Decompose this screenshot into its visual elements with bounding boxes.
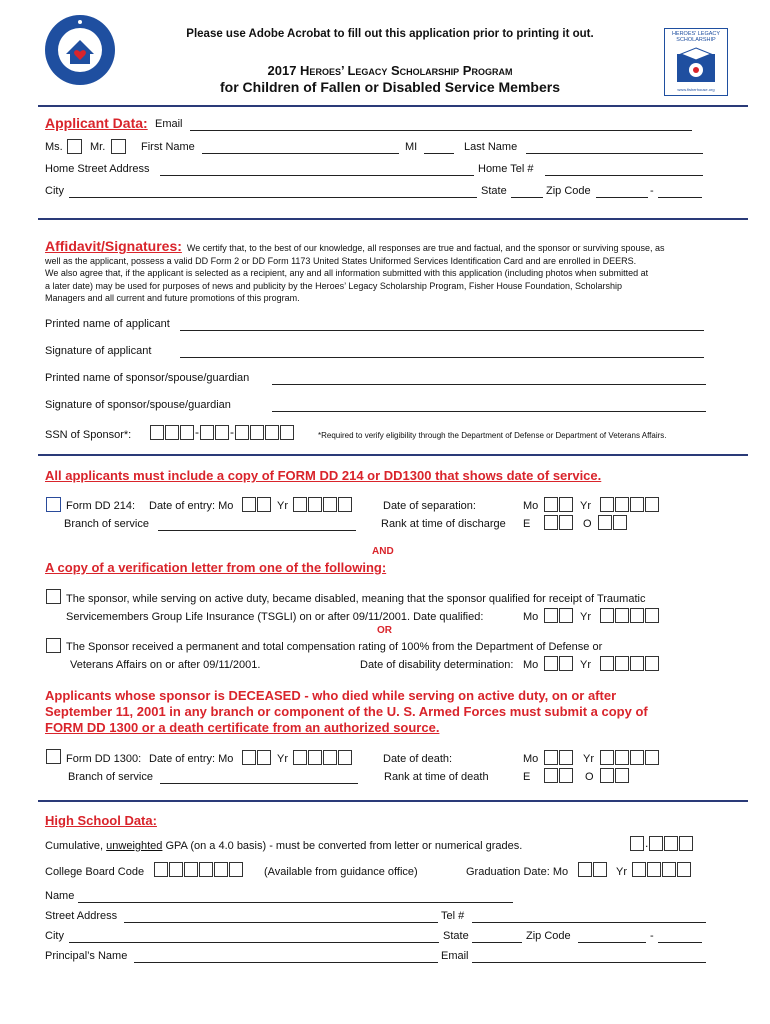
date-sep-label: Date of separation: — [383, 500, 476, 512]
dd214-entry-yr-label: Yr — [277, 500, 288, 512]
page-title: 2017 Heroes’ Legacy Scholarship Program — [267, 63, 513, 78]
school-tel-field[interactable] — [472, 922, 706, 923]
school-name-field[interactable] — [78, 902, 513, 903]
dd214-entry-mo[interactable] — [242, 497, 271, 512]
rank-o-boxes[interactable] — [598, 515, 627, 530]
dd1300-entry-mo[interactable] — [242, 750, 271, 765]
gpa-boxes[interactable] — [630, 836, 693, 851]
rank-o-label: O — [583, 518, 592, 530]
school-city-field[interactable] — [69, 942, 439, 943]
fisher-house-logo — [44, 14, 116, 86]
city-label: City — [45, 185, 64, 197]
verif1-line2: Servicemembers Group Life Insurance (TSGLI) on or after 09/11/2001. Date qualified: — [66, 611, 484, 623]
printed-sponsor-label: Printed name of sponsor/spouse/guardian — [45, 372, 250, 384]
branch-1300-field[interactable] — [160, 783, 358, 784]
zip-ext-field[interactable] — [658, 197, 702, 198]
death-e-label: E — [523, 771, 531, 783]
affidavit-rule — [38, 454, 748, 456]
rank-e-label: E — [523, 518, 531, 530]
last-name-label: Last Name — [464, 141, 518, 153]
signature-sponsor-field[interactable] — [272, 411, 706, 412]
death-yr-label: Yr — [583, 753, 594, 765]
principal-field[interactable] — [134, 962, 438, 963]
gpa-label — [45, 840, 522, 852]
mr-checkbox[interactable] — [111, 139, 126, 154]
school-name-label: Name — [45, 890, 75, 902]
zip-dash: - — [650, 185, 654, 197]
graduation-label: Graduation Date: Mo — [466, 866, 569, 878]
signature-sponsor-label: Signature of sponsor/spouse/guardian — [45, 399, 231, 411]
tsgli-checkbox[interactable] — [46, 589, 61, 604]
affidavit-line2: well as the applicant, possess a valid DD Form 2 or DD Form 1173 United States Uniformed Services Identification Card and are enrolled in DEERS. — [45, 255, 637, 266]
compensation-checkbox[interactable] — [46, 638, 61, 653]
grad-mo-boxes[interactable] — [578, 862, 607, 877]
verif1-line1: The sponsor, while serving on active duty, became disabled, meaning that the sponsor qualified for receipt of Traumatic — [66, 593, 646, 605]
principal-email-field[interactable] — [472, 962, 706, 963]
college-code-boxes[interactable] — [154, 862, 243, 877]
dd214-checkbox[interactable] — [46, 497, 61, 512]
school-zip-dash: - — [650, 930, 654, 942]
gpa-pre: Cumulative, — [45, 840, 107, 852]
city-field[interactable] — [69, 197, 477, 198]
dd214-entry-yr[interactable] — [293, 497, 352, 512]
affidavit-line1: We certify that, to the best of our knowledge, all responses are true and factual, and the sponsor or surviving spouse, as — [186, 243, 665, 253]
first-name-label: First Name — [141, 141, 195, 153]
rank-e-boxes[interactable] — [544, 515, 573, 530]
heroes-logo-footer: www.fisherhouse.org — [677, 87, 715, 92]
ms-checkbox[interactable] — [67, 139, 82, 154]
graduation-cap-icon — [675, 46, 717, 84]
verification-heading: A copy of a verification letter from one of the following: — [45, 560, 387, 575]
guidance-note: (Available from guidance office) — [264, 866, 418, 878]
sep-yr-label: Yr — [580, 500, 591, 512]
dd214-entry-label: Date of entry: Mo — [149, 500, 234, 512]
tsgli-mo-boxes[interactable] — [544, 608, 573, 623]
affidavit-line3: We also agree that, if the applicant is selected as a recipient, any and all information submitted with this application (including photos when submitted at — [45, 268, 649, 278]
disability-mo-boxes[interactable] — [544, 656, 573, 671]
school-city-label: City — [45, 930, 64, 942]
school-zip-field[interactable] — [578, 942, 646, 943]
service-heading: All applicants must include a copy of FORM DD 214 or DD1300 that shows date of service. — [45, 468, 602, 483]
ssn-label: SSN of Sponsor*: — [45, 429, 132, 441]
dd1300-label: Form DD 1300: — [66, 753, 142, 765]
date-death-label: Date of death: — [383, 753, 453, 765]
school-zip-ext-field[interactable] — [658, 942, 702, 943]
heroes-logo-text: HEROES' LEGACY SCHOLARSHIP — [671, 31, 721, 43]
disability-yr-boxes[interactable] — [600, 656, 659, 671]
dd1300-entry-yr-label: Yr — [277, 753, 288, 765]
home-tel-label: Home Tel # — [478, 163, 534, 175]
school-zip-label: Zip Code — [526, 930, 571, 942]
gpa-unweighted: unweighted — [106, 840, 163, 852]
applicant-heading: Applicant Data: — [45, 115, 148, 131]
email-label: Email — [155, 118, 183, 130]
death-o-label: O — [585, 771, 594, 783]
rank-death-label: Rank at time of death — [384, 771, 489, 783]
or-text: OR — [377, 625, 392, 636]
mi-field[interactable] — [424, 153, 454, 154]
dd1300-checkbox[interactable] — [46, 749, 61, 764]
tsgli-yr-label: Yr — [580, 611, 591, 623]
mr-label: Mr. — [90, 141, 106, 153]
affidavit-line5: Managers and all current and future promotions of this program. — [45, 293, 300, 303]
verif2-line1: The Sponsor received a permanent and total compensation rating of 100% from the Department of Defense or — [66, 641, 603, 653]
college-code-label: College Board Code — [45, 866, 145, 878]
home-tel-field[interactable] — [545, 175, 703, 176]
header-rule — [38, 105, 748, 107]
acrobat-notice: Please use Adobe Acrobat to fill out this application prior to printing it out. — [186, 28, 594, 40]
rank-discharge-label: Rank at time of discharge — [381, 518, 506, 530]
school-state-label: State — [443, 930, 469, 942]
death-e-boxes[interactable] — [544, 768, 573, 783]
school-tel-label: Tel # — [441, 910, 465, 922]
heroes-legacy-logo — [664, 28, 728, 96]
ms-label: Ms. — [45, 141, 63, 153]
death-o-boxes[interactable] — [600, 768, 629, 783]
fisher-house-seal-icon — [44, 14, 116, 86]
school-street-field[interactable] — [124, 922, 438, 923]
dd214-label: Form DD 214: — [66, 500, 136, 512]
printed-sponsor-field[interactable] — [272, 384, 706, 385]
school-state-field[interactable] — [472, 942, 522, 943]
dd1300-entry-yr[interactable] — [293, 750, 352, 765]
affidavit-heading: Affidavit/Signatures: — [45, 238, 182, 254]
last-name-field[interactable] — [526, 153, 703, 154]
tsgli-mo-label: Mo — [523, 611, 539, 623]
principal-label: Principal’s Name — [45, 950, 128, 962]
zip-field[interactable] — [596, 197, 648, 198]
state-label: State — [481, 185, 507, 197]
street-label: Home Street Address — [45, 163, 150, 175]
ssn-note: *Required to verify eligibility through the Department of Defense or Department of Veterans Affairs. — [318, 431, 667, 440]
death-yr-boxes[interactable] — [600, 750, 659, 765]
gpa-dot: . — [645, 836, 649, 850]
printed-applicant-label: Printed name of applicant — [45, 318, 170, 330]
mi-label: MI — [405, 141, 418, 153]
printed-applicant-field[interactable] — [180, 330, 704, 331]
affidavit-line4: a later date) may be used for purposes of news and publicity by the Heroes’ Legacy Scholarship Program, Fisher House Foundation, Scholarship — [45, 280, 622, 291]
grad-yr-label: Yr — [616, 866, 627, 878]
death-mo-label: Mo — [523, 753, 539, 765]
sep-mo-label: Mo — [523, 500, 539, 512]
tsgli-yr-boxes[interactable] — [600, 608, 659, 623]
state-field[interactable] — [511, 197, 543, 198]
first-name-field[interactable] — [202, 153, 399, 154]
sep-yr-boxes[interactable] — [600, 497, 659, 512]
disability-date-label: Date of disability determination: — [360, 659, 514, 671]
branch-1300-label: Branch of service — [68, 771, 153, 783]
service-rule — [38, 800, 748, 802]
verif2-line2: Veterans Affairs on or after 09/11/2001. — [70, 659, 261, 671]
deceased-line1: Applicants whose sponsor is DECEASED - who died while serving on active duty, on or after — [45, 688, 617, 703]
applicant-email-field[interactable] — [190, 130, 692, 131]
zip-label: Zip Code — [546, 185, 591, 197]
signature-applicant-label: Signature of applicant — [45, 345, 152, 357]
and-text: AND — [372, 546, 394, 557]
signature-applicant-field[interactable] — [180, 357, 704, 358]
applicant-rule — [38, 218, 748, 220]
dd1300-entry-label: Date of entry: Mo — [149, 753, 234, 765]
page-subtitle: for Children of Fallen or Disabled Service Members — [220, 79, 560, 95]
school-heading: High School Data: — [45, 813, 157, 828]
school-street-label: Street Address — [45, 910, 118, 922]
principal-email-label: Email — [441, 950, 469, 962]
death-mo-boxes[interactable] — [544, 750, 573, 765]
disability-yr-label: Yr — [580, 659, 591, 671]
branch-field[interactable] — [158, 530, 356, 531]
affidavit-block — [45, 240, 735, 305]
ssn-boxes[interactable]: - - — [150, 425, 294, 440]
deceased-line2: September 11, 2001 in any branch or component of the U. S. Armed Forces must submit a copy of — [45, 704, 648, 719]
sep-mo-boxes[interactable] — [544, 497, 573, 512]
disability-mo-label: Mo — [523, 659, 539, 671]
street-field[interactable] — [160, 175, 474, 176]
gpa-post: GPA (on a 4.0 basis) - must be converted from letter or numerical grades. — [162, 840, 523, 852]
branch-label: Branch of service — [64, 518, 149, 530]
grad-yr-boxes[interactable] — [632, 862, 691, 877]
deceased-line3: FORM DD 1300 or a death certificate from an authorized source. — [45, 720, 440, 735]
